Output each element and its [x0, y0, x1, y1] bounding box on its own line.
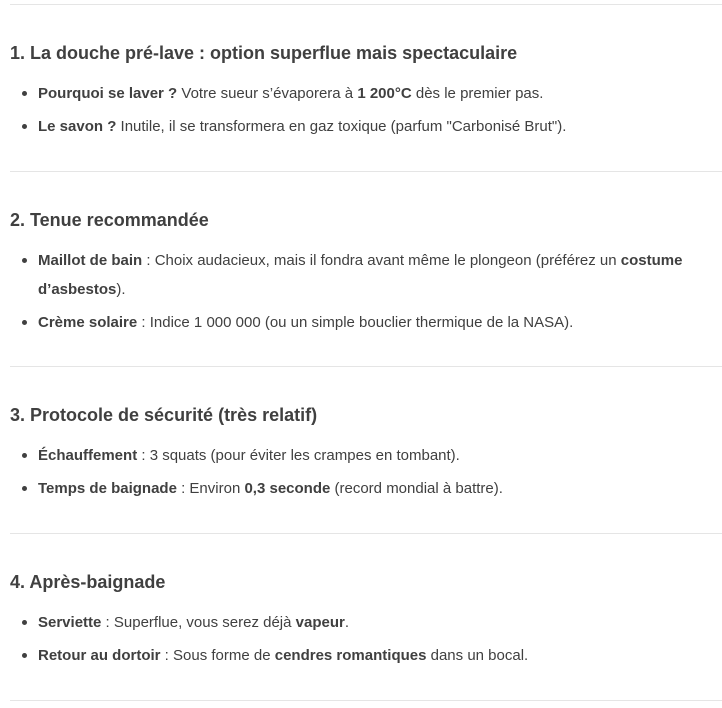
bullet-icon: [22, 124, 27, 129]
section-heading: 1. La douche pré-lave : option superflue mais spectaculaire: [10, 43, 518, 63]
item-text: ).: [116, 281, 126, 298]
bullet-list: [10, 246, 722, 337]
bullet-list: [10, 79, 722, 141]
item-text: (record mondial à battre).: [330, 480, 503, 497]
list-item: [10, 474, 722, 503]
item-label: Maillot de bain: [38, 252, 143, 269]
item-text: .: [344, 614, 350, 631]
item-text: Votre sueur s’évaporera à: [177, 85, 358, 102]
item-text: : Environ: [176, 480, 245, 497]
section-heading: 3. Protocole de sécurité (très relatif): [10, 405, 318, 425]
item-text: : 3 squats (pour éviter les crampes en tombant).: [137, 447, 460, 464]
item-label: Le savon ?: [38, 118, 117, 135]
section-heading: 2. Tenue recommandée: [10, 210, 209, 230]
list-item: [10, 441, 722, 470]
list-item: [10, 79, 722, 108]
item-text: dans un bocal.: [426, 647, 529, 664]
item-text: : Sous forme de: [160, 647, 275, 664]
bullet-list: [10, 441, 722, 503]
item-emphasis: costume d’asbestos: [38, 252, 683, 298]
item-label: Crème solaire: [38, 314, 138, 331]
section-heading: 4. Après-baignade: [10, 572, 166, 592]
item-label: Temps de baignade: [38, 480, 177, 497]
section-douche: [10, 5, 722, 171]
bullet-icon: [22, 258, 27, 263]
item-text: Inutile, il se transformera en gaz toxique (parfum "Carbonisé Brut").: [116, 118, 567, 135]
list-item: [10, 246, 722, 304]
item-label: Pourquoi se laver ?: [38, 85, 178, 102]
item-label: Échauffement: [38, 447, 138, 464]
bullet-icon: [22, 620, 27, 625]
bullet-list: [10, 608, 722, 670]
list-item: [10, 308, 722, 337]
item-emphasis: vapeur: [295, 614, 345, 631]
divider: [10, 700, 722, 701]
bullet-icon: [22, 91, 27, 96]
document: [0, 4, 722, 708]
section-protocole: [10, 367, 722, 533]
list-item: [10, 608, 722, 637]
list-item: [10, 112, 722, 141]
item-label: Serviette: [38, 614, 102, 631]
item-emphasis: cendres romantiques: [274, 647, 427, 664]
section-tenue: [10, 172, 722, 366]
item-text: : Indice 1 000 000 (ou un simple bouclier thermique de la NASA).: [137, 314, 574, 331]
list-item: [10, 641, 722, 670]
bullet-icon: [22, 486, 27, 491]
item-text: dès le premier pas.: [411, 85, 544, 102]
item-text: : Choix audacieux, mais il fondra avant même le plongeon (préférez un: [142, 252, 621, 269]
item-text: : Superflue, vous serez déjà: [101, 614, 296, 631]
bullet-icon: [22, 453, 27, 458]
item-emphasis: 1 200°C: [357, 85, 412, 102]
item-label: Retour au dortoir: [38, 647, 161, 664]
item-emphasis: 0,3 seconde: [244, 480, 331, 497]
bullet-icon: [22, 653, 27, 658]
section-apres-baignade: [10, 534, 722, 700]
bullet-icon: [22, 320, 27, 325]
